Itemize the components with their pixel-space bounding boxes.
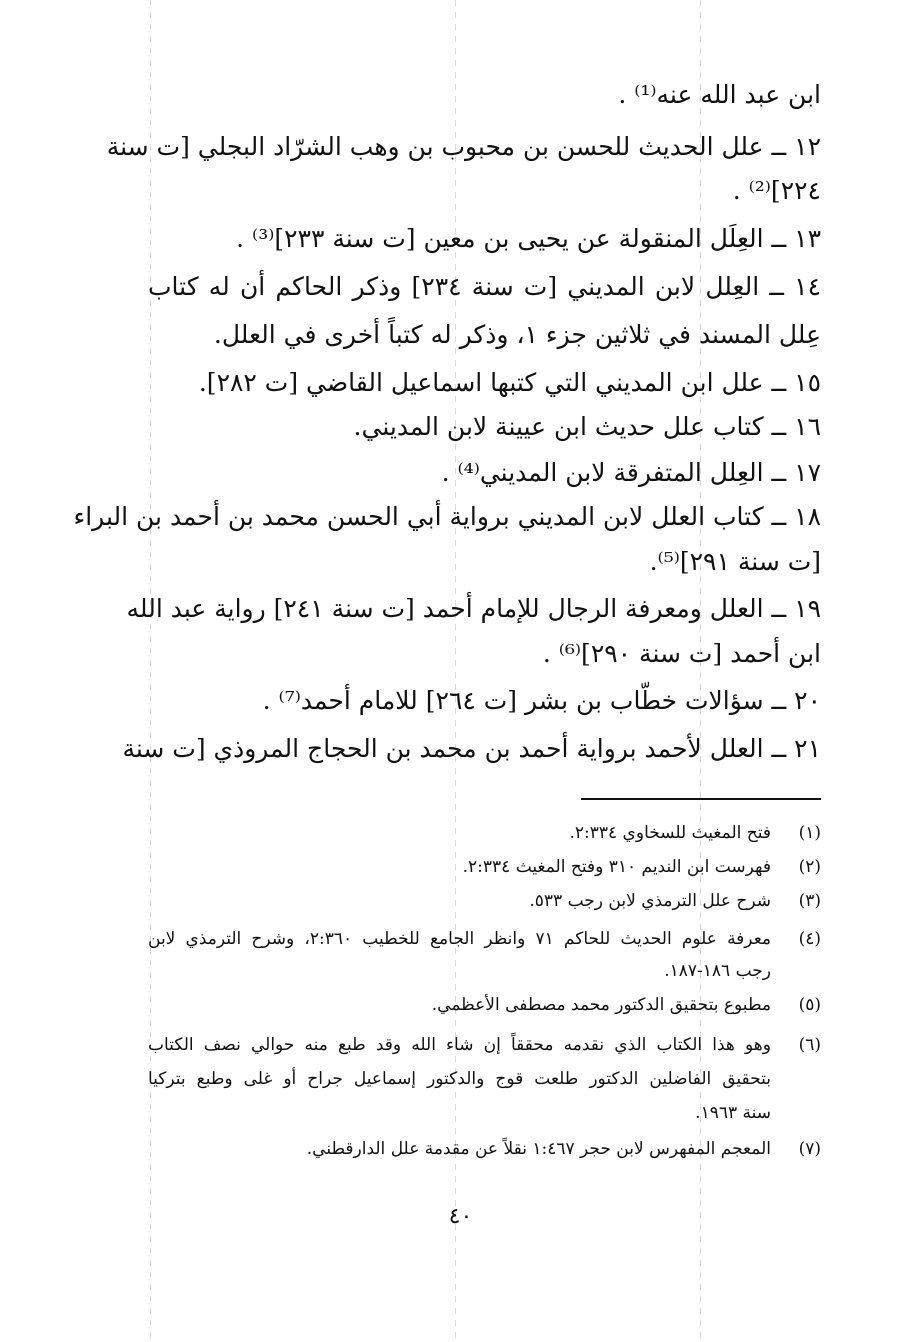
body-line: عِلل المسند في ثلاثين جزء ١، وذكر له كتباً أخرى في العلل.	[213, 320, 821, 349]
footnote-text: فتح المغيث للسخاوي ٢:٣٣٤.	[569, 823, 771, 843]
footnote-text: وهو هذا الكتاب الذي نقدمه محققاً إن شاء الله وقد طبع منه حوالي نصف الكتاب	[148, 1035, 771, 1055]
body-line: ١٨ ــ كتاب العلل لابن المديني برواية أبي الحسن محمد بن أحمد بن البراء	[73, 502, 821, 531]
body-line: ١٦ ــ كتاب علل حديث ابن عيينة لابن المديني.	[353, 412, 821, 441]
footnote-text: مطبوع بتحقيق الدكتور محمد مصطفى الأعظمي.	[431, 995, 771, 1015]
footnote-text: بتحقيق الفاضلين الدكتور طلعت قوج والدكتور إسماعيل جراح أو غلى وطبع بتركيا	[148, 1069, 771, 1089]
footnote-number: (٧)	[798, 1139, 821, 1159]
body-line: ١٢ ــ علل الحديث للحسن بن محبوب بن وهب الشرّاد البجلي [ت سنة	[106, 132, 821, 161]
body-line: ١٥ ــ علل ابن المديني التي كتبها اسماعيل القاضي [ت ٢٨٢].	[198, 368, 821, 397]
footnote-text: فهرست ابن النديم ٣١٠ وفتح المغيث ٢:٣٣٤.	[462, 857, 771, 877]
footnote-number: (١)	[798, 823, 821, 843]
body-line: ٢٢٤]⁽²⁾ .	[732, 176, 821, 205]
body-line: ٢١ ــ العلل لأحمد برواية أحمد بن محمد بن الحجاج المروذي [ت سنة	[122, 734, 821, 763]
body-line: ابن أحمد [ت سنة ٢٩٠]⁽⁶⁾ .	[542, 639, 821, 668]
footnote-text: المعجم المفهرس لابن حجر ١:٤٦٧ نقلاً عن مقدمة علل الدارقطني.	[306, 1139, 771, 1159]
footnote-number: (٤)	[798, 929, 821, 949]
footnote-number: (٢)	[798, 857, 821, 877]
body-line: ٢٠ ــ سؤالات خطّاب بن بشر [ت ٢٦٤] للامام أحمد⁽⁷⁾ .	[262, 686, 821, 715]
body-line: [ت سنة ٢٩١]⁽⁵⁾.	[649, 547, 821, 576]
body-line: ١٩ ــ العلل ومعرفة الرجال للإمام أحمد [ت سنة ٢٤١] رواية عبد الله	[126, 594, 821, 623]
page-number: ٤٠	[448, 1204, 473, 1229]
footnote-number: (٣)	[798, 891, 821, 911]
body-line: ١٤ ــ العِلل لابن المديني [ت سنة ٢٣٤] وذكر الحاكم أن له كتاب	[148, 272, 821, 301]
footnote-text: شرح علل الترمذي لابن رجب ٥٣٣.	[529, 891, 771, 911]
footnote-text: رجب ١٨٦-١٨٧.	[664, 961, 771, 981]
footnote-number: (٦)	[798, 1035, 821, 1055]
footnote-text: معرفة علوم الحديث للحاكم ٧١ وانظر الجامع للخطيب ٢:٣٦٠، وشرح الترمذي لابن	[148, 929, 771, 949]
body-line: ١٣ ــ العِلَل المنقولة عن يحيى بن معين [ت سنة ٢٣٣]⁽³⁾ .	[236, 224, 821, 253]
body-line: ١٧ ــ العِلل المتفرقة لابن المديني⁽⁴⁾ .	[441, 458, 821, 487]
footnote-number: (٥)	[798, 995, 821, 1015]
footnote-separator	[581, 798, 821, 800]
body-line: ابن عبد الله عنه⁽¹⁾ .	[618, 80, 821, 109]
footnote-text: سنة ١٩٦٣.	[695, 1103, 771, 1123]
